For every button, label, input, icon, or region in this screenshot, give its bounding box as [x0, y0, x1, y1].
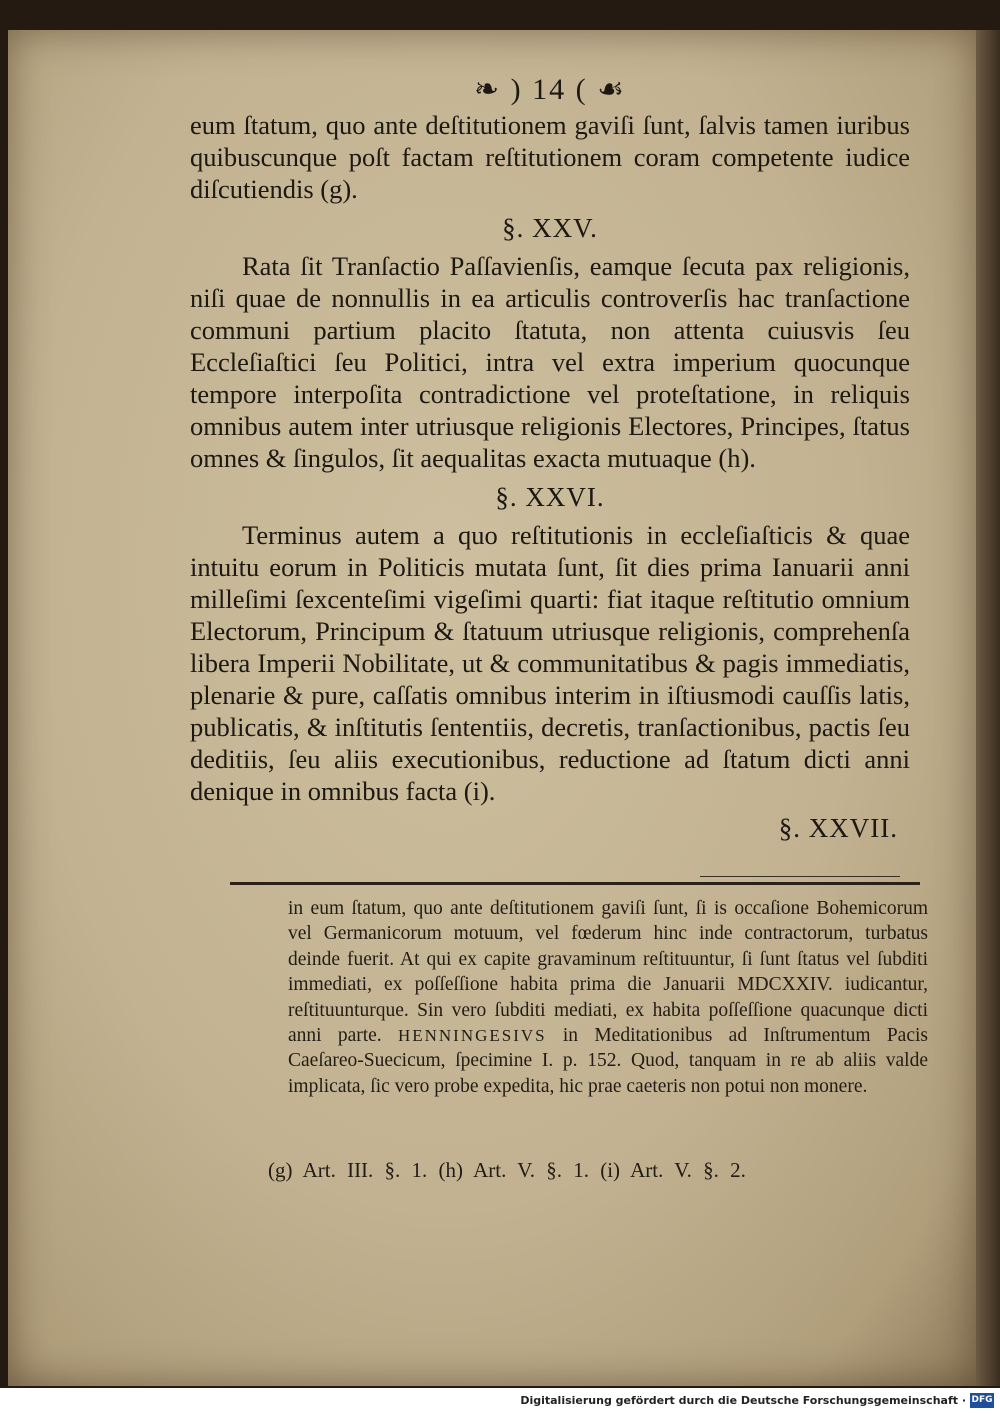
footnote-author: HENNINGESIVS: [397, 1026, 547, 1046]
catchword: §. XXVII.: [778, 813, 898, 843]
continued-paragraph: eum ſtatum, quo ante deſtitutionem gaviſi ſunt, ſalvis tamen iuribus quibuscunque poſt factam reſtitutionem coram competente iudice diſcutiendis (g).: [190, 110, 910, 204]
main-text: [190, 72, 910, 850]
page-edge: [976, 30, 1000, 1386]
section-heading-xxv: §. XXV.: [502, 213, 598, 243]
page-header: ❧ ) 14 ( ☙: [473, 73, 626, 106]
dfg-logo: DFG: [970, 1393, 994, 1408]
footnote-text-pre: in eum ſtatum, quo ante deſtitutionem gaviſi ſunt, ſi is occaſione Bohemicorum vel Germanicorum motuum, vel fœderum hinc inde contractorum, turbatus deinde fuerit. At qui ex capite gravaminum reſtituuntur, ſi ſunt ſtatus vel ſubditi immediati, ex poſſeſſione habita prima die Januarii MDCXXIV. iudicantur, reſtituunturque. Sin vero ſubditi mediati, ex habita poſſeſſione quacunque dicti anni parte.: [288, 898, 928, 1047]
footnote-rule-thin: [700, 876, 900, 877]
footnote-text-post: in Meditationibus ad Inſtrumentum Pacis Caeſareo-Suecicum, ſpecimine I. p. 152. Quod, tanquam in re ab aliis valde implicata, ſic vero probe expedita, hic prae caeteris non potui non monere.: [288, 1025, 928, 1097]
footnote-references: (g) Art. III. §. 1. (h) Art. V. §. 1. (i) Art. V. §. 2.: [268, 1158, 746, 1182]
section-heading-xxvi: §. XXVI.: [495, 482, 605, 512]
footnote-rule: [230, 882, 920, 885]
paragraph-xxvi: Terminus autem a quo reſtitutionis in eccleſiaſticis & quae intuitu eorum in Politicis mutata ſunt, ſit dies prima Ianuarii anni milleſimi ſexcenteſimi vigeſimi quarti: fiat itaque reſtitutio omnium Electorum, Principum & ſtatuum utriusque religionis, comprehenſa libera Imperii Nobilitate, ut & communitatibus & pagis immediatis, plenarie & pure, caſſatis omnibus interim in iſtiusmodi cauſſis latis, publicatis, & inſtitutis ſententiis, decretis, tranſactionibus, pactis ſeu deditiis, ſeu aliis executionibus, reductione ad ſtatum dicti anni denique in omnibus facta (i).: [190, 520, 910, 806]
footnote: [288, 896, 928, 1099]
footer-credit: Digitalisierung gefördert durch die Deutsche Forschungsgemeinschaft ·: [520, 1394, 966, 1407]
paragraph-xxv: Rata ſit Tranſactio Paſſavienſis, eamque ſecuta pax religionis, niſi quae de nonnullis in ea articulis controverſis hac tranſactione communi partium placito ſtatuta, non attenta cuiusvis ſeu Eccleſiaſtici ſeu Politici, intra vel extra imperium quocunque tempore interpoſita contradictione vel proteſtatione, in reliquis omnibus autem inter utriusque religionis Electores, Principes, ſtatus omnes & ſingulos, ſit aequalitas exacta mutuaque (h).: [190, 251, 910, 473]
footer-bar: [0, 1388, 1000, 1414]
